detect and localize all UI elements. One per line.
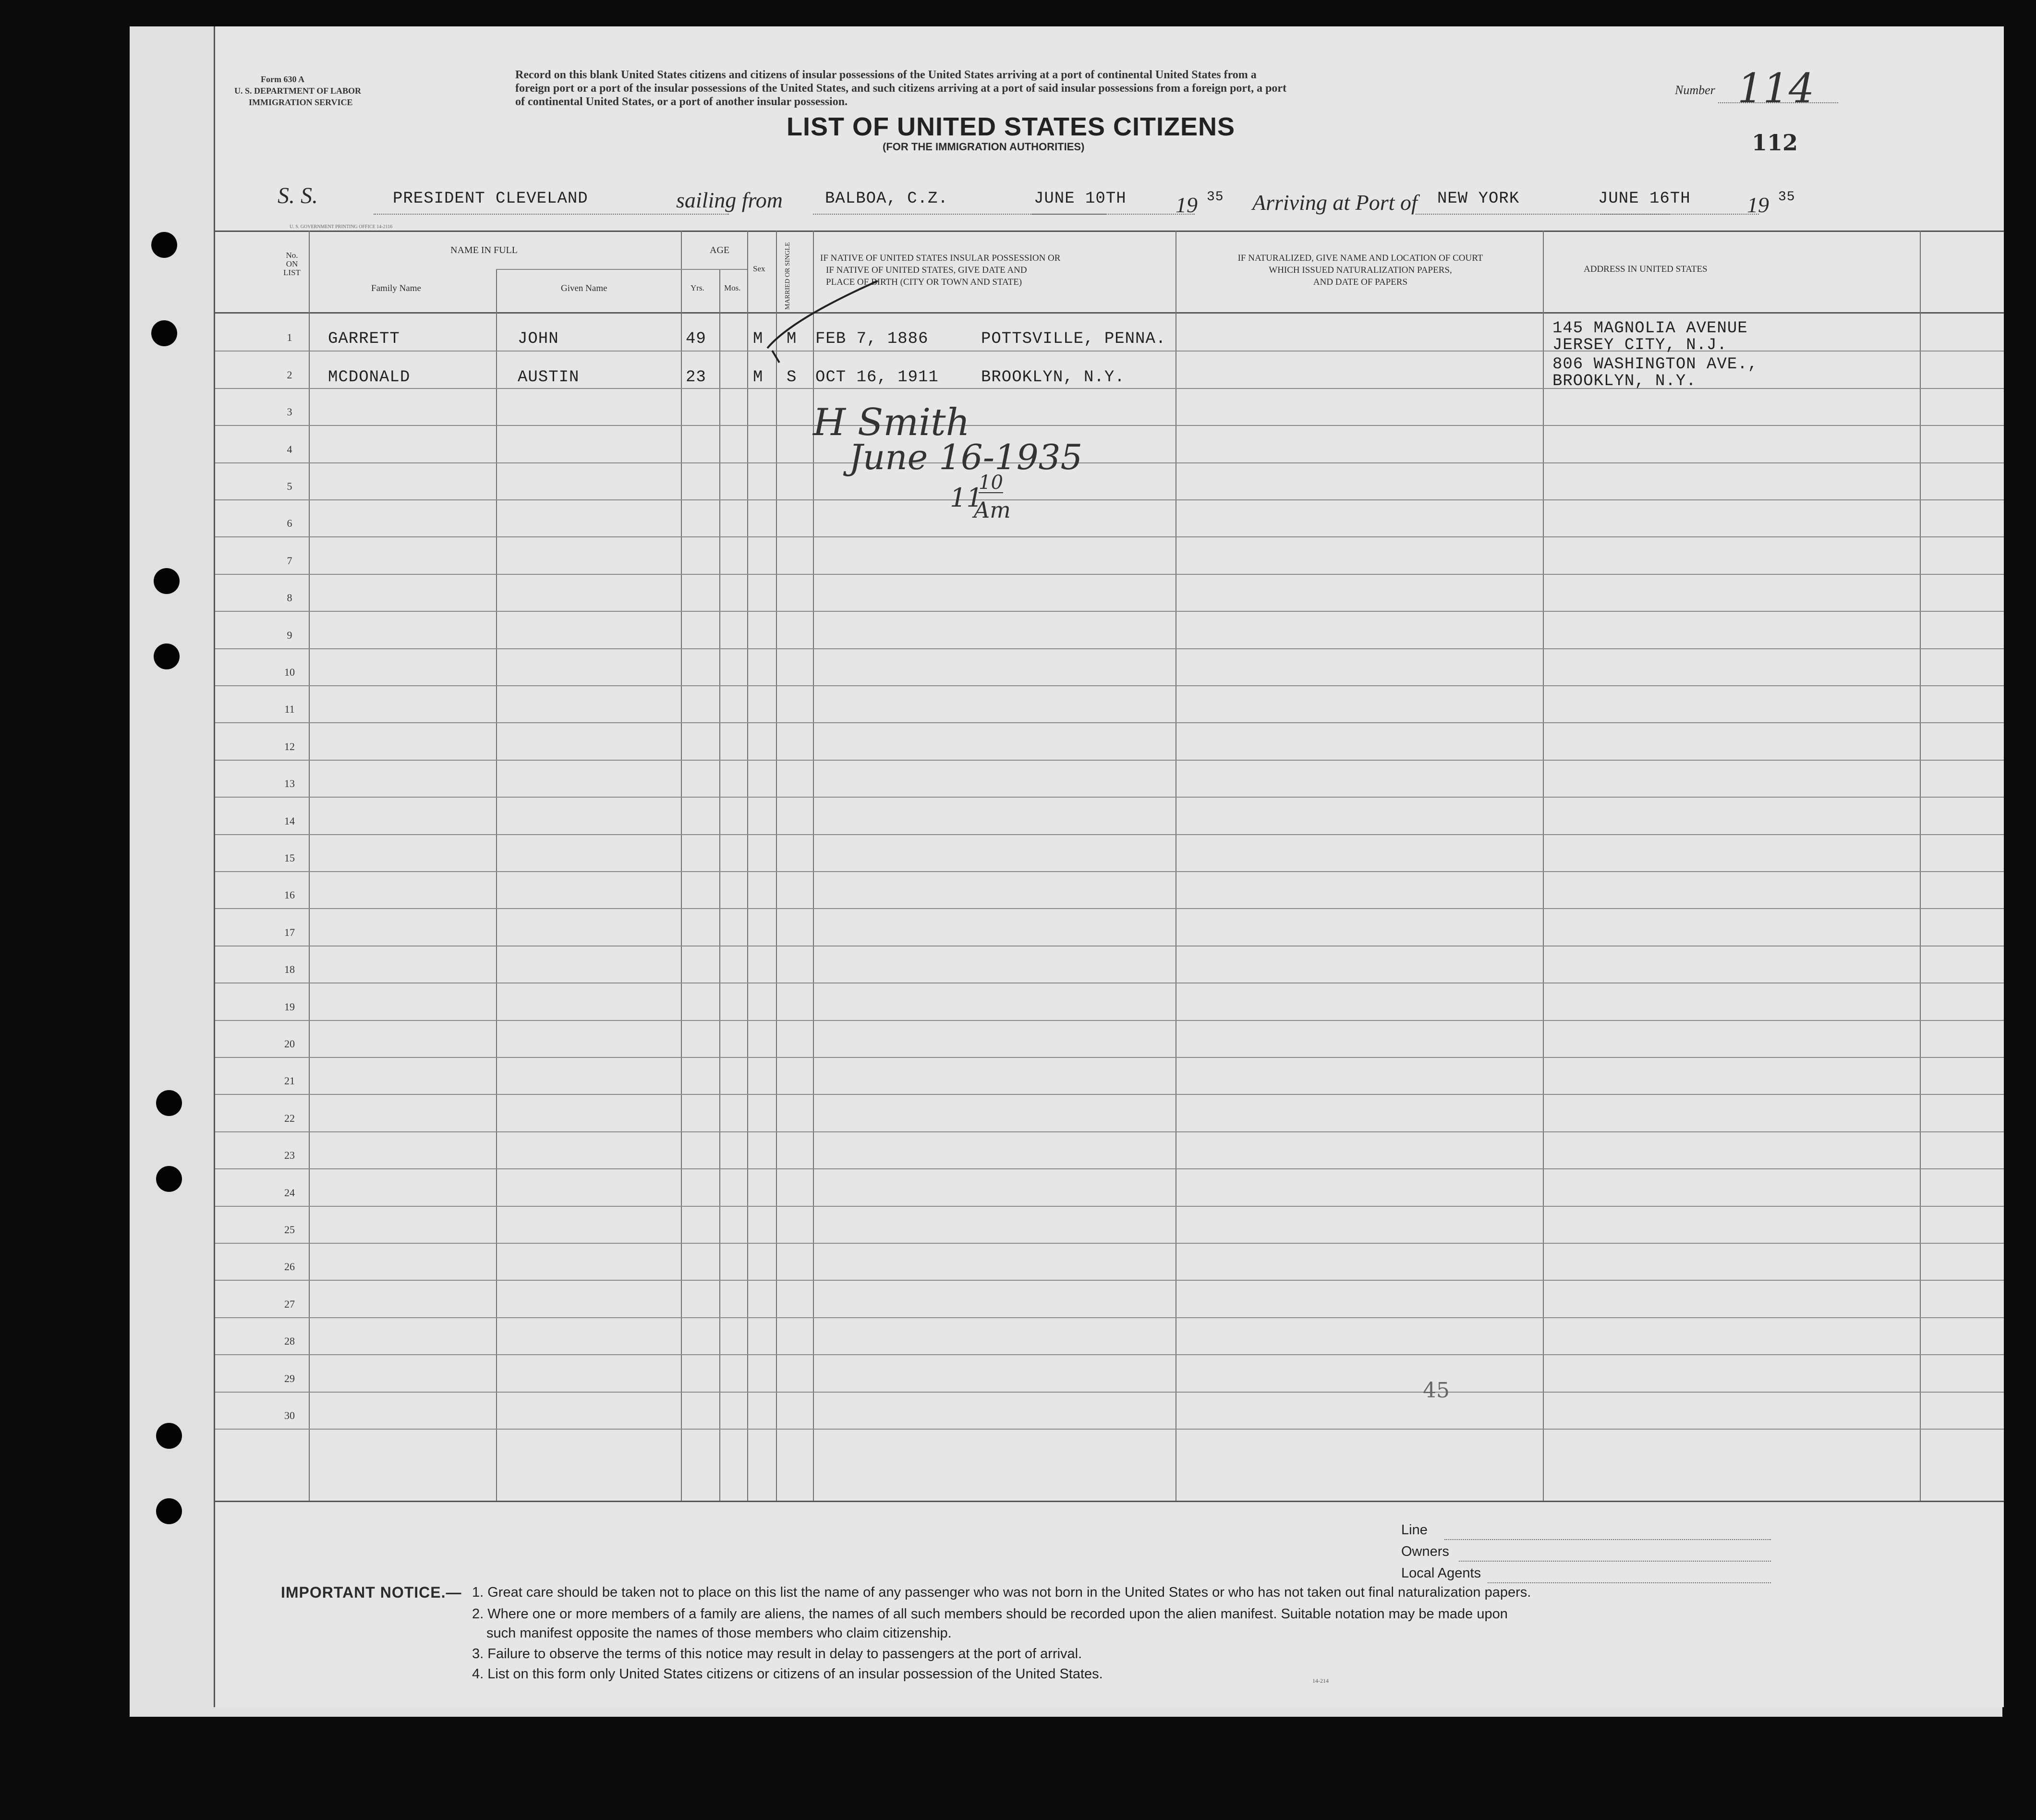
handwritten-ampm: Am [974,497,1011,523]
row-number: 1 [287,331,292,344]
col-line-family [496,269,497,1501]
row-number: 29 [284,1372,295,1384]
col-line-no [309,231,310,1501]
row1-marital: M [787,330,797,348]
row-line [215,648,2004,649]
service: IMMIGRATION SERVICE [249,97,353,107]
row-number: 24 [284,1186,295,1199]
birth-header-line-3: PLACE OF BIRTH (CITY OR TOWN AND STATE) [826,277,1022,287]
row-line [215,574,2004,575]
row1-sex: M [753,330,764,348]
punch-hole [156,1090,182,1116]
punch-hole [156,1423,182,1449]
line-field [1444,1539,1771,1540]
row-number: 14 [284,814,295,827]
ship-line [374,214,729,215]
row2-family: MCDONALD [328,368,411,387]
arrival-date-line [1598,214,1759,215]
row-number: 18 [284,963,295,976]
printer-mark: U. S. GOVERNMENT PRINTING OFFICE 14-2116 [290,224,393,230]
year-suffix-2: 35 [1778,190,1795,205]
row-number: 8 [287,592,292,604]
row2-address-2: BROOKLYN, N.Y. [1552,372,1697,390]
row-line [215,536,2004,537]
number-label: Number [1675,83,1715,97]
row1-given: JOHN [518,330,559,348]
handwritten-date: June 16-1935 [849,437,1083,477]
nat-header-line-2: WHICH ISSUED NATURALIZATION PAPERS, [1269,265,1452,275]
row-line [215,1206,2004,1207]
intro-line-3: of continental United States, or a port of another insular possession. [515,96,848,108]
row-line [215,1280,2004,1281]
row-number: 28 [284,1335,295,1347]
ship-name: PRESIDENT CLEVELAND [393,190,588,208]
row-number: 10 [284,666,295,678]
sex-header: Sex [753,264,765,273]
number-value: 114 [1737,65,1815,112]
row-line [215,425,2004,426]
punch-hole [156,1166,182,1192]
notice-3: 3. Failure to observe the terms of this notice may result in delay to passengers at the port of arrival. [472,1646,1082,1662]
row-line [215,1057,2004,1058]
row1-address-1: 145 MAGNOLIA AVENUE [1552,319,1748,338]
number-line [1718,102,1838,103]
owners-field [1459,1561,1771,1562]
table-bottom-border [215,1501,2004,1502]
on-label: ON [286,259,298,268]
col-line-yrs [719,269,720,1501]
row-number: 19 [284,1000,295,1013]
row1-birth-place: POTTSVILLE, PENNA. [981,330,1166,348]
from-port: BALBOA, C.Z. [825,190,948,208]
department: U. S. DEPARTMENT OF LABOR [234,86,362,96]
row-number: 2 [287,368,292,381]
row-number: 7 [287,554,292,567]
agents-field [1488,1582,1771,1583]
row-number: 26 [284,1261,295,1273]
punch-hole [151,320,177,346]
row2-address-1: 806 WASHINGTON AVE., [1552,355,1758,374]
form-number: Form 630 A [261,74,304,84]
row-line [215,462,2004,463]
col-line-mos [747,231,748,1501]
row-number: 12 [284,740,295,752]
mos-header: Mos. [724,283,741,292]
sail-date: JUNE 10TH [1034,190,1127,208]
row2-birth-place: BROOKLYN, N.Y. [981,368,1125,387]
notice-4: 4. List on this form only United States citizens or citizens of an insular possession of the United States. [472,1666,1103,1682]
year-prefix-1: 19 [1176,193,1198,217]
row-line [215,1429,2004,1430]
birth-header-line-2: IF NATIVE OF UNITED STATES, GIVE DATE AND [826,265,1027,275]
handwritten-minute: 10 [979,472,1003,494]
name-in-full-header: NAME IN FULL [450,245,518,255]
row-line [215,611,2004,612]
row2-sex: M [753,368,764,387]
col-line-naturalized [1543,231,1544,1501]
notice-title: IMPORTANT NOTICE.— [281,1584,462,1601]
row-line [215,1317,2004,1318]
row-line [215,797,2004,798]
owners-label: Owners [1401,1544,1449,1559]
bottom-code: 14-214 [1312,1677,1329,1684]
stamp-number: 112 [1752,130,1798,156]
intro-line-2: foreign port or a port of the insular possessions of the United States, and such citizens arriving at a port of said insular possessions from a foreign port, a port [515,82,1287,95]
punch-hole [151,232,177,258]
ss-label: S. S. [278,183,318,208]
row-number: 3 [287,406,292,418]
form-title: LIST OF UNITED STATES CITIZENS [787,112,1235,141]
col-line-address [1920,231,1921,1501]
handwritten-hour: 11 [950,483,983,513]
arrival-date: JUNE 16TH [1598,190,1691,208]
row-number: 16 [284,889,295,901]
row-number: 4 [287,443,292,455]
birth-header-line-1: IF NATIVE OF UNITED STATES INSULAR POSSESSION OR [820,253,1061,263]
arrival-port: NEW YORK [1437,190,1520,208]
row-number: 27 [284,1298,295,1310]
married-single-header: MARRIED OR SINGLE [784,242,791,310]
year-suffix-1: 35 [1207,190,1224,205]
row-line [215,499,2004,500]
sail-date-line [1031,214,1195,215]
col-line-given [681,231,682,1501]
row-number: 6 [287,517,292,530]
punch-hole [156,1498,182,1524]
row1-family: GARRETT [328,330,400,348]
row-number: 5 [287,480,292,492]
col-line-sex [776,231,777,1501]
row2-marital: S [787,368,797,387]
row-number: 22 [284,1112,295,1124]
row-line [215,871,2004,872]
arriving-label: Arriving at Port of [1252,190,1418,215]
stamp-45: 45 [1423,1378,1450,1403]
year-prefix-2: 19 [1747,193,1769,217]
row-line [215,685,2004,686]
row-line [215,388,2004,389]
name-age-subheader-line [496,269,747,270]
notice-1: 1. Great care should be taken not to place on this list the name of any passenger who was not born in the United States or who has not taken out final naturalization papers. [472,1585,1531,1600]
row1-birth-date: FEB 7, 1886 [815,330,929,348]
row-number: 11 [284,703,295,716]
header-bottom-border [215,312,2004,314]
no-on-list-header [273,251,311,277]
row-line [215,351,2004,352]
local-agents-label: Local Agents [1401,1565,1481,1581]
row-number: 13 [284,777,295,790]
yrs-header: Yrs. [691,283,704,292]
age-header: AGE [710,245,730,255]
intro-line-1: Record on this blank United States citizens and citizens of insular possessions of the United States arriving at a port of continental United States from a [515,69,1257,81]
sailing-label: sailing from [676,188,783,212]
nat-header-line-3: AND DATE OF PAPERS [1313,277,1408,287]
notice-2b: such manifest opposite the names of those members who claim citizenship. [486,1626,952,1641]
row-line [215,1354,2004,1355]
row-number: 25 [284,1224,295,1236]
naturalized-header [1178,252,1543,288]
row2-yrs: 23 [686,368,706,387]
notice-2a: 2. Where one or more members of a family are aliens, the names of all such members should be recorded upon the alien manifest. Suitable notation may be made upon [472,1606,1508,1622]
row-number: 30 [284,1409,295,1421]
row-line [215,908,2004,909]
scanned-page [130,26,2002,1717]
table-top-border [215,231,2004,232]
row1-address-2: JERSEY CITY, N.J. [1552,336,1727,354]
list-label: LIST [283,268,301,277]
no-label: No. [286,251,298,260]
row1-yrs: 49 [686,330,706,348]
row-line [215,1131,2004,1132]
row-line [215,760,2004,761]
punch-hole [154,643,180,669]
row-line [215,1168,2004,1169]
form-subtitle: (FOR THE IMMIGRATION AUTHORITIES) [883,141,1085,153]
row2-given: AUSTIN [518,368,580,387]
handwritten-name: H Smith [813,401,970,444]
check-mark-icon [763,276,887,372]
row2-birth-date: OCT 16, 1911 [815,368,939,387]
row-number: 15 [284,852,295,864]
row-line [215,1094,2004,1095]
row-number: 23 [284,1149,295,1162]
row-number: 17 [284,926,295,938]
manifest-form [214,26,2004,1707]
row-line [215,1020,2004,1021]
row-line [215,1243,2004,1244]
nat-header-line-1: IF NATURALIZED, GIVE NAME AND LOCATION OF COURT [1237,253,1483,263]
punch-hole [154,568,180,594]
row-number: 9 [287,629,292,641]
address-header: ADDRESS IN UNITED STATES [1584,264,1708,274]
family-name-header: Family Name [371,283,421,293]
line-label: Line [1401,1522,1428,1538]
row-line [215,834,2004,835]
row-line [215,722,2004,723]
given-name-header: Given Name [561,283,607,293]
row-number: 21 [284,1075,295,1087]
row-line [215,1392,2004,1393]
row-number: 20 [284,1038,295,1050]
